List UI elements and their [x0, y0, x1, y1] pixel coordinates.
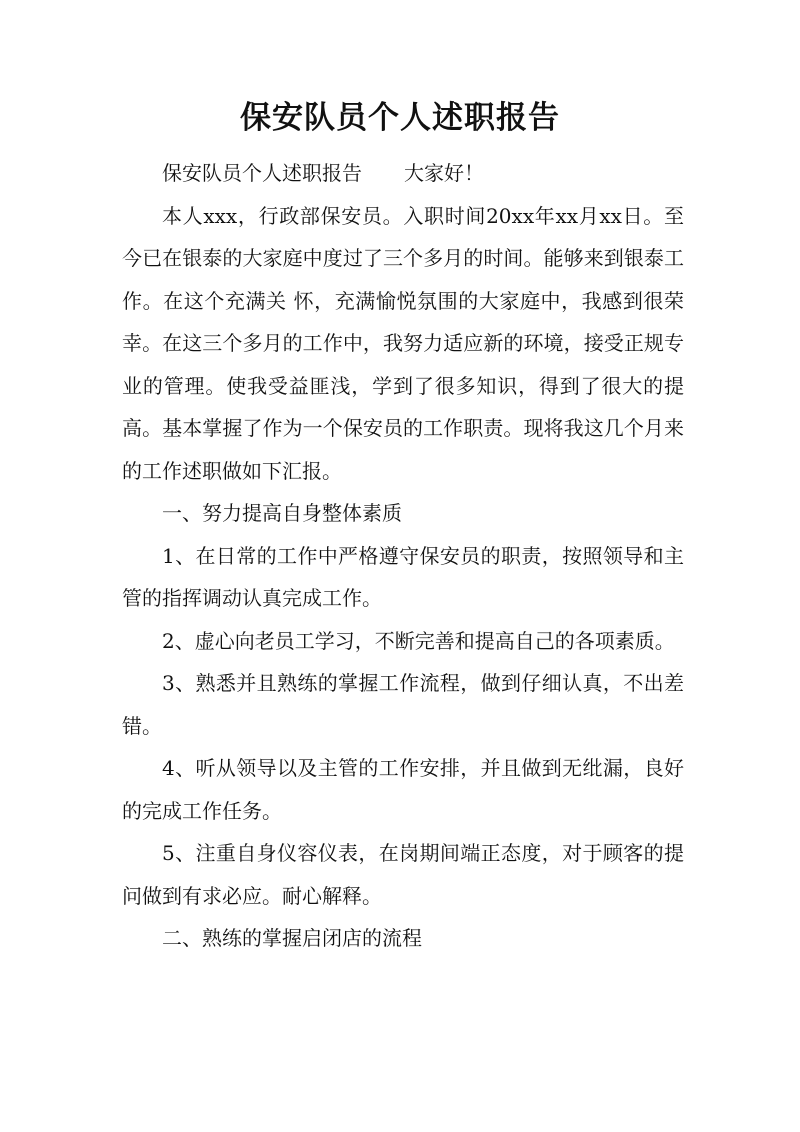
list-item-4: 4、听从领导以及主管的工作安排，并且做到无纰漏，良好的完成工作任务。 — [122, 756, 684, 823]
list-item-2: 2、虚心向老员工学习，不断完善和提高自己的各项素质。 — [162, 628, 675, 653]
document-title: 保安队员个人述职报告 — [240, 100, 560, 136]
list-item-5: 5、注重自身仪容仪表，在岗期间端正态度，对于顾客的提问做到有求必应。耐心解释。 — [122, 841, 684, 908]
list-item-1: 1、在日常的工作中严格遵守保安员的职责，按照领导和主管的指挥调动认真完成工作。 — [122, 543, 684, 610]
document-body — [122, 152, 684, 960]
section-heading-2: 二、熟练的掌握启闭店的流程 — [162, 926, 422, 950]
list-item-3: 3、熟悉并且熟练的掌握工作流程，做到仔细认真，不出差错。 — [122, 671, 684, 738]
paragraph-heading-line — [122, 152, 684, 195]
paragraph-intro: 本人xxx，行政部保安员。入职时间20xx年xx月xx日。至今已在银泰的大家庭中度过了三个多月的时间。能够来到银泰工作。在这个充满关 怀，充满愉悦氛围的大家庭中，我感到很荣幸。在这三个多月的工作中，我努力适应新的环境，接受正规专业的管理。使我受益匪浅，学到了很多知识，得到了很大的提高。基本掌握了作为一个保安员的工作职责。现将我这几个月来的工作述职做如下汇报。 — [122, 203, 684, 483]
greeting: 大家好！ — [404, 161, 484, 185]
report-name: 保安队员个人述职报告 — [162, 161, 362, 185]
section-heading-1: 一、努力提高自身整体素质 — [162, 501, 402, 525]
